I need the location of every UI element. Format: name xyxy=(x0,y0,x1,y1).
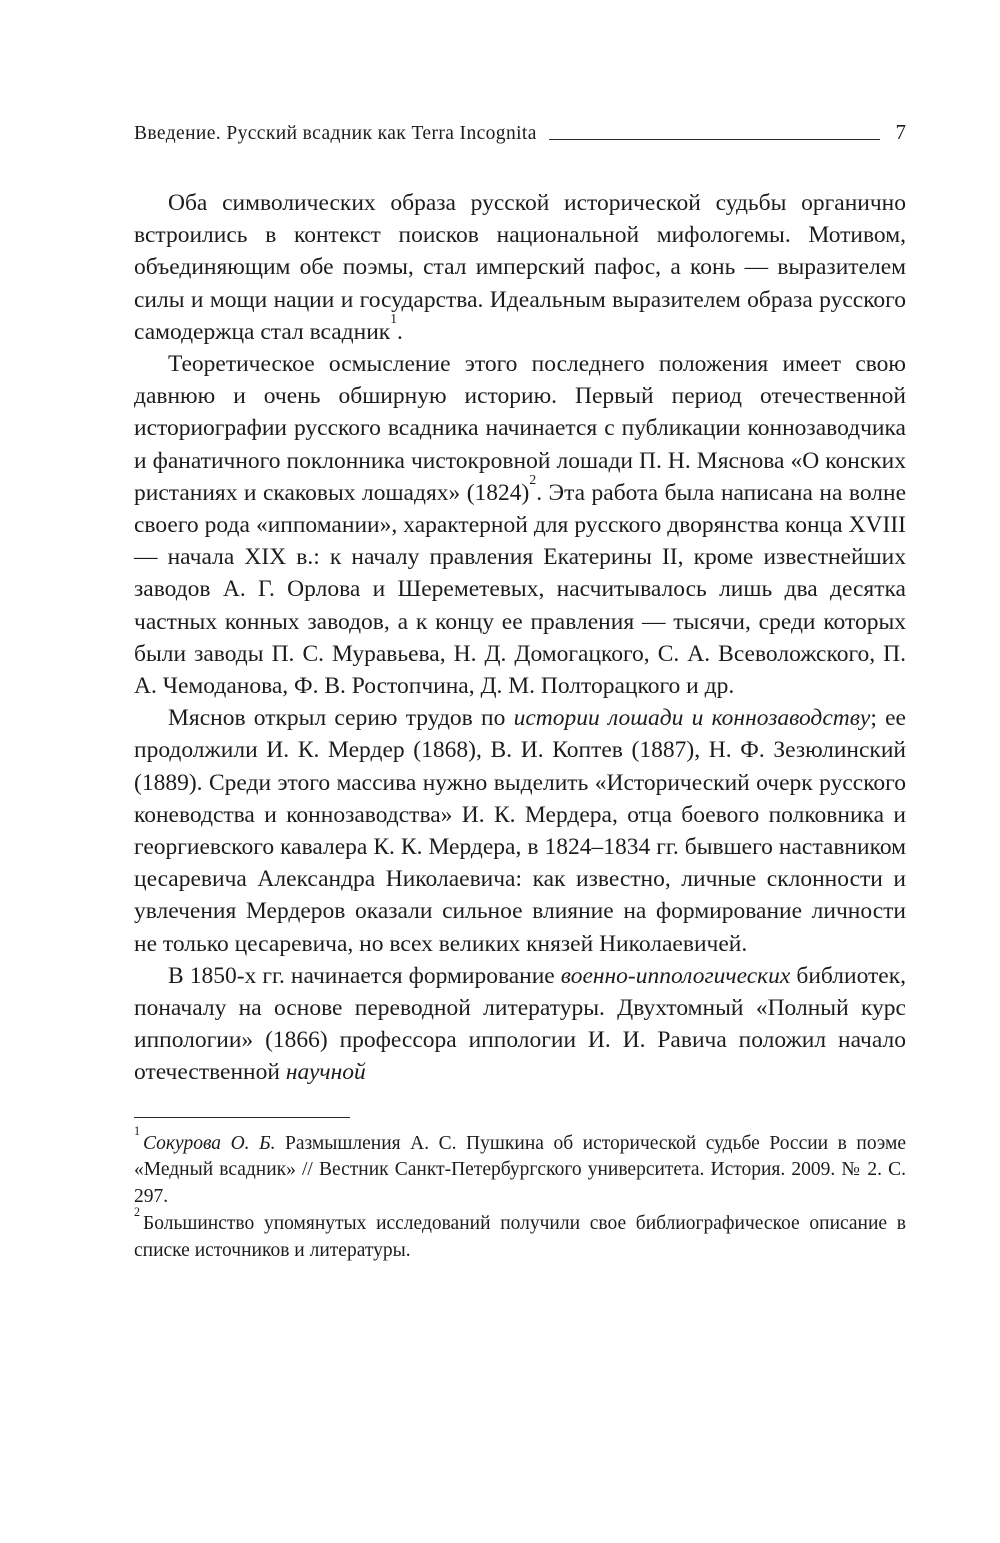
footnote-ref-1: 1 xyxy=(390,310,398,326)
footnote-marker-2: 2 xyxy=(134,1204,141,1219)
page-number: 7 xyxy=(895,120,906,144)
paragraph-1 xyxy=(134,187,906,348)
footnote-ref-2: 2 xyxy=(529,471,537,487)
text-segment: Оба символических образа русской исторической судьбы органично встроились в контекст поисков национальной мифологемы. Мотивом, объединяющим обе поэмы, стал имперский пафос, а конь — выразителем силы и мощи нации и государства. Идеальным выразителем образа русского самодержца стал всадник xyxy=(134,190,906,345)
page-content xyxy=(134,120,906,1265)
running-title: Введение. Русский всадник как Terra Incognita xyxy=(134,123,537,144)
italic-text-segment: военно-иппологических xyxy=(560,962,791,989)
footnote-rule xyxy=(134,1117,350,1118)
footnote-marker-1: 1 xyxy=(134,1124,141,1139)
text-segment: Теоретическое осмысление этого последнего положения имеет свою давнюю и очень обширную историю. Первый период отечественной историографии русского всадника начинается с публикации коннозаводчика и фанатичного поклонника чистокровной лошади П. Н. Мяснова «О конских ристаниях и скаковых лошадях» (1824) xyxy=(134,351,906,506)
text-segment: ; ее продолжили И. К. Мердер (1868), В. И. Коптев (1887), Н. Ф. Зезюлинский (1889). Среди этого массива нужно выделить «Исторический очерк русского коневодства и коннозаводства» И. К. Мердера, отца боевого полковника и георгиевского кавалера К. К. Мердера, в 1824–1834 гг. бывшего наставником цесаревича Александра Николаевича: как известно, личные склонности и увлечения Мердеров оказали сильное влияние на формирование личности не только цесаревича, но всех великих князей Николаевичей. xyxy=(134,705,906,957)
text-segment: В 1850-х гг. начинается формирование xyxy=(168,962,561,989)
page-header xyxy=(134,120,906,145)
body-text xyxy=(134,187,906,1089)
paragraph-3 xyxy=(134,702,906,960)
paragraph-2 xyxy=(134,348,906,702)
footnotes-section xyxy=(134,1117,906,1265)
footnote-2 xyxy=(134,1204,906,1265)
text-segment: . Эта работа была написана на волне своего рода «иппомании», характерной для русского дворянства конца XVIII — начала XIX в.: к началу правления Екатерины II, кроме известнейших заводов А. Г. Орлова и Шереметевых, насчитывалось лишь два десятка частных конных заводов, а к концу ее правления — тысячи, среди которых были заводы П. С. Муравьева, Н. Д. Домогацкого, С. А. Всеволожского, П. А. Чемоданова, Ф. В. Ростопчина, Д. М. Полторацкого и др. xyxy=(134,479,907,700)
paragraph-4 xyxy=(134,960,906,1089)
footnote-author-italic: Сокурова О. Б. xyxy=(143,1132,276,1154)
footnote-text: Размышления А. С. Пушкина об исторической судьбе России в поэме «Медный всадник» // Вестник Санкт-Петербургского университета. История. 2009. № 2. С. 297. xyxy=(134,1132,907,1208)
italic-text-segment: истории лошади и коннозаводству xyxy=(513,705,871,732)
text-segment: . xyxy=(397,318,403,345)
italic-text-segment: научной xyxy=(285,1059,366,1086)
footnote-text: Большинство упомянутых исследований получили свое библиографическое описание в списке источников и литературы. xyxy=(134,1213,906,1261)
footnote-1 xyxy=(134,1124,907,1211)
text-segment: Мяснов открыл серию трудов по xyxy=(168,705,514,732)
text-segment: библиотек, поначалу на основе переводной литературы. Двухтомный «Полный курс иппологии» (1866) профессора иппологии И. И. Равича положил начало отечественной xyxy=(134,962,906,1086)
header-rule xyxy=(549,139,880,140)
